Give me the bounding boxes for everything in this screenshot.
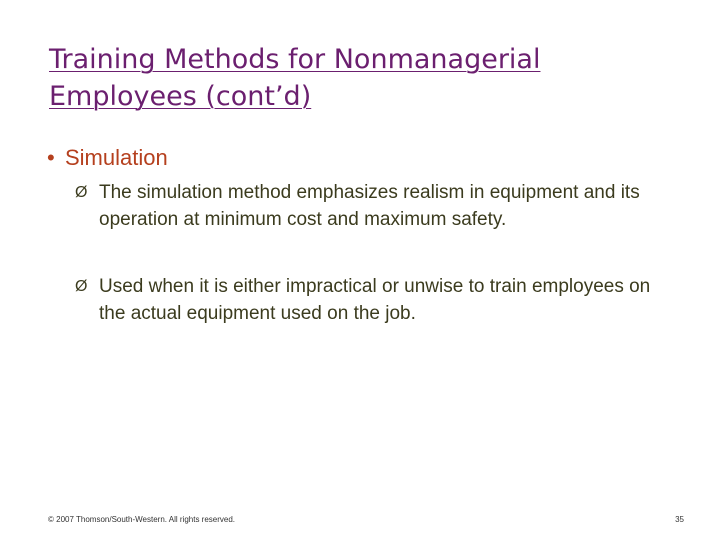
sub-bullet-text: Used when it is either impractical or unwise to train employees on the actual equipment used on the job. [99,276,651,324]
bullet-simulation [47,143,168,173]
slide-title: Training Methods for Nonmanagerial Employees (cont’d) [49,44,541,112]
arrow-bullet-icon: Ø [75,278,88,295]
bullet-label: Simulation [65,145,168,170]
sub-bullet-1 [75,179,675,233]
bullet-dot-icon: • [47,145,55,170]
copyright-footer: © 2007 Thomson/South-Western. All rights reserved. [48,515,236,524]
page-number: 35 [675,515,684,524]
sub-bullet-2 [75,273,675,327]
arrow-bullet-icon: Ø [75,184,88,201]
sub-bullet-text: The simulation method emphasizes realism in equipment and its operation at minimum cost and maximum safety. [99,182,640,230]
